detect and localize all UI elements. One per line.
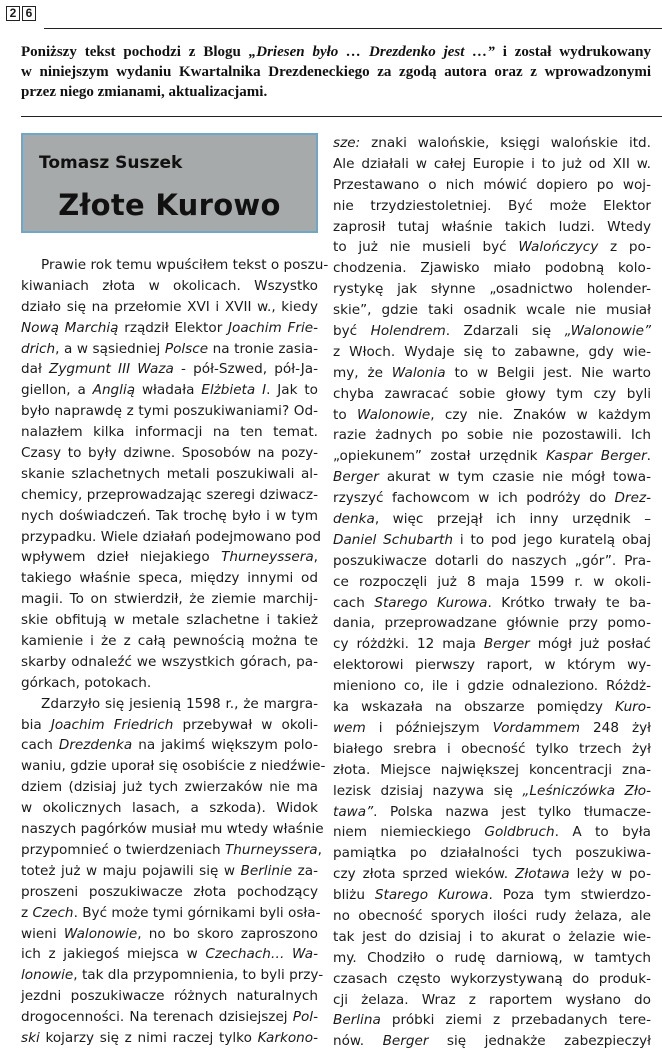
text-line: ce rozpoczęli już 8 maja 1599 r. w okoli- <box>333 573 651 590</box>
text-line: chyba zawracać sobie głowy tym czy byli <box>333 385 651 402</box>
text-line: giellon, a Anglią władała Elżbieta I. Jak to <box>21 382 319 399</box>
italic-text: Holendrem <box>370 323 446 340</box>
italic-text: Starego Kurowa <box>374 887 489 904</box>
text-line: górkach, potokach. <box>21 674 152 691</box>
text-line: poszukiwacze dotarli do naszych „gór”. Pra- <box>333 552 651 569</box>
text-line: takiego właśnie speca, między innymi od <box>21 570 318 587</box>
text-line: jezdni poszukiwacze różnych naturalnych <box>21 988 318 1005</box>
text-line: no obecność sporych ilości rudy żelaza, ale <box>333 907 651 924</box>
italic-text: Berger <box>333 469 379 486</box>
text-line: tak jest do dzisiaj i to akurat o żelazie wie- <box>333 928 651 945</box>
text-line: wieni Walonowie, no bo skoro zaproszono <box>21 925 318 942</box>
intro-line: Poniższy tekst pochodzi z Blogu „Driesen było … Drezdenko jest …” i został wydrukowany <box>21 44 651 60</box>
italic-text: Polsce <box>164 340 209 357</box>
text-line: lonowie, tak dla przypomnienia, to byli przy- <box>21 967 324 984</box>
text-line: lezisk dzisiaj nazywa się „Leśniczówka Zło- <box>333 782 651 799</box>
intro-note <box>21 42 651 102</box>
text-line: dał Zygmunt III Waza - pół-Szwed, pół-Ja- <box>21 361 318 378</box>
text-line: skarby odnaleźć we wszystkich górach, pa- <box>21 653 318 670</box>
italic-text: Drez- <box>614 490 651 507</box>
text-line: Przestawano o nich mówić dopiero po woj- <box>333 176 651 193</box>
left-column <box>21 255 329 1049</box>
text-line: nów. Berger się jednakże zabezpieczył <box>333 1033 651 1050</box>
section-divider <box>21 116 662 117</box>
text-line: wem i późniejszym Vordammem 248 żył <box>333 719 651 736</box>
text-line: proszeni poszukiwacze złota pochodzący <box>21 883 318 900</box>
text-line: razie żadnych po sobie nie pozostawili. Ich <box>333 427 651 444</box>
text-line: toteż już w maju pojawili się w Berlinie za- <box>21 862 318 879</box>
italic-text: Czech <box>32 904 74 921</box>
italic-text: „Walonowie” <box>564 323 652 340</box>
text-line: być Holendrem. Zdarzali się „Walonowie” <box>333 323 652 340</box>
text-line: kiwaniach złota w okolicach. Wszystko <box>21 277 318 294</box>
text-line: cach Drezdenka na jakimś większym polo- <box>21 737 318 754</box>
text-line: Berlina próbki ziemi z przebadanych tere- <box>333 1012 651 1029</box>
top-rule <box>44 28 662 29</box>
intro-line: przez niego zmianami, aktualizacjami. <box>21 84 268 100</box>
text-line: my, że Walonia to w Belgii jest. Nie warto <box>333 364 651 381</box>
text-line: bia Joachim Friedrich przebywał w okoli- <box>21 716 319 733</box>
text-line: Berger akurat w tym czasie nie mógł towa- <box>333 469 651 486</box>
text-line: z Włoch. Wydaje się to zabawne, gdy wie- <box>333 343 651 360</box>
page-number-digit: 2 <box>6 6 20 21</box>
text-line: zaprosił tutaj właśnie takich ludzi. Wtedy <box>333 218 651 235</box>
italic-text: Elżbieta I <box>201 382 267 399</box>
italic-text: Walonia <box>391 364 446 381</box>
italic-text: Złotawa <box>514 866 570 883</box>
text-line: pamiątka po działalności tych poszukiwa- <box>333 845 651 862</box>
italic-text: Berlina <box>333 1012 381 1029</box>
text-line: kamienie i że z całą pewnością można te <box>21 633 318 650</box>
text-line: dziem (dzisiaj już tych zwierzaków nie ma <box>21 779 318 796</box>
text-line: skie obfitują w metale szlachetne i takież <box>21 612 318 629</box>
italic-text: Goldbruch <box>484 824 555 841</box>
text-line: cach Starego Kurowa. Krótko trwały te ba- <box>333 594 651 611</box>
italic-text: Walonowie <box>356 406 431 423</box>
text-line: waniu, gdzie uporał się osobiście z niedźwie- <box>21 758 326 775</box>
text-line: działo się na przełomie XVI i XVII w., kiedy <box>21 298 318 315</box>
italic-text: „Driesen było … Drezdenko jest …” <box>248 44 495 60</box>
italic-text: Joachim Friedrich <box>50 716 174 733</box>
page-number <box>6 6 36 21</box>
italic-text: Berlinie <box>240 862 293 879</box>
text-line: bliżu Starego Kurowa. Poza tym stwierdzo- <box>333 887 651 904</box>
italic-text: Walończycy <box>518 239 599 256</box>
text-line: denka, więc przejął ich inny urzędnik – <box>333 511 651 528</box>
text-line: Prawie rok temu wpuściłem tekst o poszu- <box>41 257 329 273</box>
text-line: przypadku. Wiele działań podejmowano pod <box>21 528 321 545</box>
text-line: mieniono co, ile i gdzie odnaleziono. Różdż- <box>333 678 651 695</box>
italic-text: Pol- <box>292 1009 318 1026</box>
italic-text: lonowie <box>21 967 74 984</box>
text-line: Daniel Schubarth i to pod jego kuratelą obaj <box>333 531 652 548</box>
text-line: Zdarzyło się jesienią 1598 r., że margra- <box>41 695 318 712</box>
text-line: rzyszyć fachowcom w ich podróży do Drez- <box>333 490 651 507</box>
text-line: cy różdżki. 12 maja Berger mógł już posłać <box>333 636 651 653</box>
italic-text: Kaspar Berger <box>545 448 647 465</box>
text-line: czasach często wykorzystywaną do produk- <box>333 970 651 987</box>
italic-text: Thurneyssera <box>224 841 318 858</box>
article-title-box <box>21 133 318 233</box>
intro-line: w niniejszym wydaniu Kwartalnika Drezdeneckiego za zgodą autora oraz z wprowadzonymi <box>21 64 651 80</box>
text-line: złota. Miejsce największej koncentracji zna- <box>333 761 651 778</box>
text-line: magii. To on stwierdził, że ziemie marchij- <box>21 591 318 608</box>
text-line: rystykę jak słynne „osadnictwo holender- <box>333 281 651 298</box>
italic-text: denka <box>333 511 375 528</box>
text-line: z Czech. Być może tymi górnikami byli osła- <box>21 904 321 921</box>
article-title: Złote Kurowo <box>58 188 281 222</box>
text-line: było naprawdę z tymi poszukiwaniami? Od- <box>21 403 318 420</box>
italic-text: wem <box>333 719 366 736</box>
italic-text: „Leśniczówka Zło- <box>522 782 651 799</box>
text-line: przypomnieć o twierdzeniach Thurneyssera, <box>21 841 322 858</box>
article-author: Tomasz Suszek <box>39 153 183 173</box>
text-line: Nową Marchią rządził Elektor Joachim Frie- <box>21 319 318 336</box>
page-number-digit: 6 <box>22 6 36 21</box>
text-line: w okolicznych lasach, a szkoda). Widok <box>21 800 318 817</box>
italic-text: Joachim Frie- <box>228 319 318 336</box>
italic-text: Berger <box>382 1033 429 1050</box>
text-line: nie trzydziestoletniej. Być może Elektor <box>333 197 651 214</box>
text-line: cji żelaza. Wraz z raportem wysłano do <box>333 991 651 1008</box>
italic-text: Karkono- <box>257 1029 318 1046</box>
italic-text: Berger <box>483 636 530 653</box>
text-line: to już nie musieli być Walończycy z po- <box>333 239 651 256</box>
text-line: białego srebra i obecność tylko trzech żył <box>333 740 651 757</box>
italic-text: tawa” <box>333 803 374 820</box>
text-line: ich z jakiegoś miejsca w Czechach… Wa- <box>21 946 318 963</box>
text-line: elektorowi pierwszy raport, w którym wy- <box>333 657 651 674</box>
text-line: chodzenia. Zjawisko miało podobną kolo- <box>333 260 651 277</box>
text-line: czy złota sprzed wieków. Złotawa leży w po- <box>333 866 651 883</box>
italic-text: Anglią <box>92 382 136 399</box>
italic-text: Thurneyssera <box>221 549 314 566</box>
italic-text: Drezdenka <box>58 737 133 754</box>
text-line: wpływem dzieł niejakiego Thurneyssera, <box>21 549 318 566</box>
text-line: niem niemieckiego Goldbruch. A to była <box>333 824 651 841</box>
italic-text: Daniel Schubarth <box>333 531 454 548</box>
text-line: tawa”. Polska nazwa jest tylko tłumacze- <box>333 803 651 820</box>
text-line: skanie szlachetnych metali poszukiwali al- <box>21 465 318 482</box>
italic-text: Vordammem <box>492 719 581 736</box>
italic-text: Zygmunt III Waza <box>49 361 174 378</box>
text-line: nych doświadczeń. Tak trochę było i w tym <box>21 507 318 524</box>
text-line: sze: znaki walońskie, księgi walońskie itd. <box>333 135 651 151</box>
text-line: dania, przeprowadzane głównie przy pomo- <box>333 615 651 632</box>
italic-text: drich <box>21 340 56 357</box>
italic-text: Kuro- <box>615 699 651 716</box>
text-line: drich, a w sąsiedniej Polsce na tronie zasia- <box>21 340 318 357</box>
right-column <box>333 133 651 1052</box>
italic-text: Walonowie <box>63 925 138 942</box>
text-line: ka wskazała na obszarze pomiędzy Kuro- <box>333 699 651 716</box>
italic-text: sze: <box>333 135 361 151</box>
text-line: drogocenności. Na terenach dzisiejszej Pol- <box>21 1009 318 1026</box>
text-line: „opiekunem” został urzędnik Kaspar Berger. <box>333 448 651 465</box>
text-line: naszych pagórków musiał mu wtedy właśnie <box>21 821 324 838</box>
text-line: to Walonowie, czy nie. Znaków w każdym <box>333 406 652 423</box>
italic-text: ski <box>21 1029 40 1046</box>
text-line: nalazłem kilka informacji na ten temat. <box>21 424 318 441</box>
text-line: my. Chodziło o rudę darniową, w tamtych <box>333 949 651 966</box>
text-line: ski kojarzy się z nimi raczej tylko Karkono- <box>21 1029 318 1046</box>
italic-text: Czechach… Wa- <box>205 946 318 963</box>
text-line: skie”, gdzie taki osadnik wcale nie musiał <box>333 302 651 319</box>
italic-text: Nową Marchią <box>21 319 119 336</box>
text-line: chemicy, przeprowadzając szeregi dziwacz- <box>21 486 318 503</box>
text-line: Czasy to były dziwne. Sposobów na pozy- <box>21 445 318 462</box>
italic-text: Starego Kurowa <box>374 594 488 611</box>
text-line: Ale działali w całej Europie i to już od XII w. <box>333 155 651 172</box>
